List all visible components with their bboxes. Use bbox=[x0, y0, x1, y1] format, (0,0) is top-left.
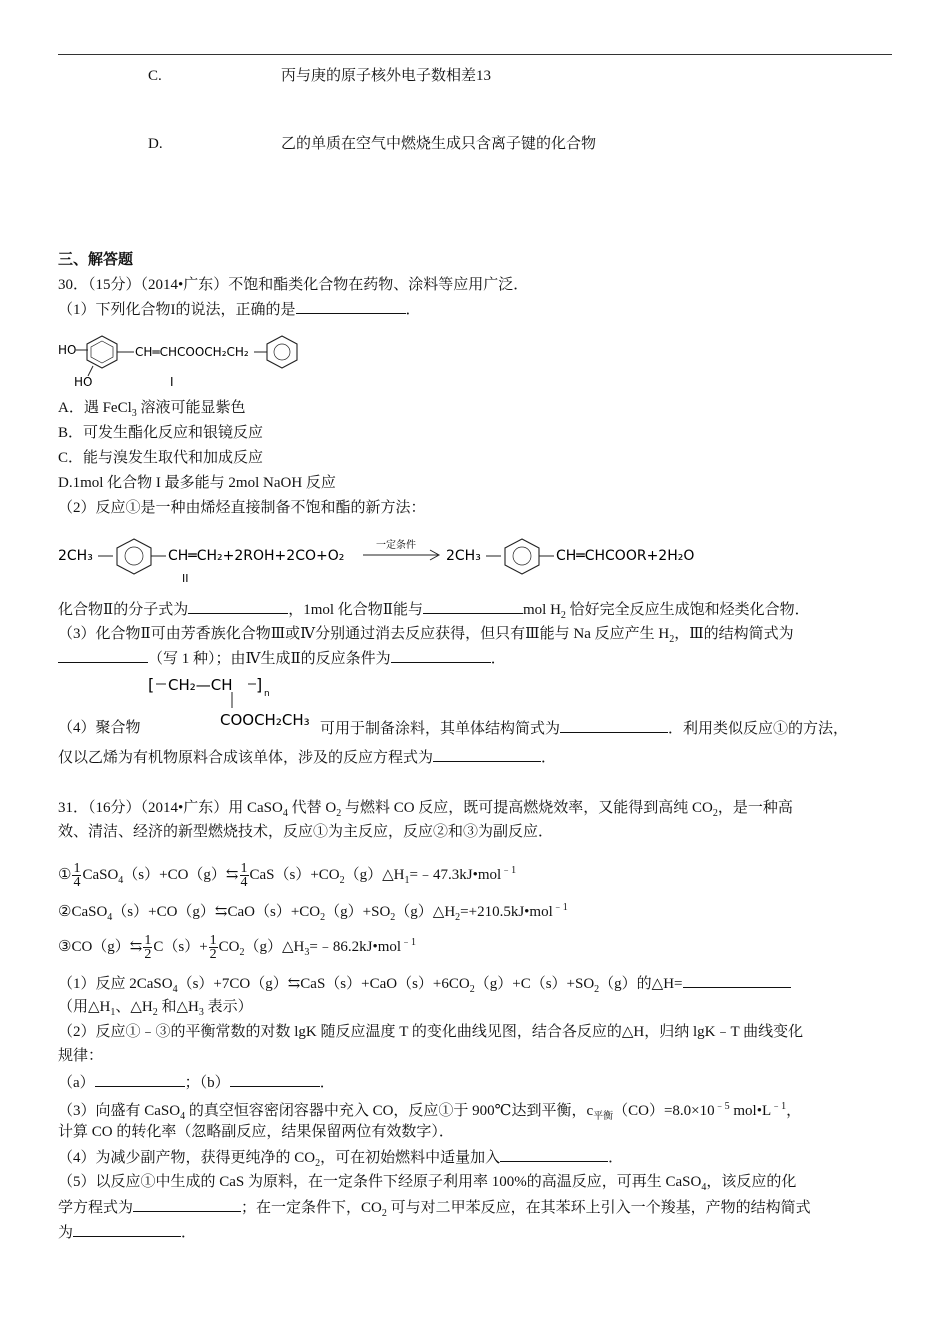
q31-part5: （5）以反应①中生成的 CaS 为原料，在一定条件下经原子利用率 100%的高温反应，可再生 CaSO$_4$，该反应的化 bbox=[58, 1174, 797, 1193]
q31-part2: （2）反应①﹣③的平衡常数的对数 lgK 随反应温度 T 的变化曲线见图，结合各反应的△H，归纳 lgK﹣T 曲线变化 bbox=[58, 1024, 804, 1040]
fraction: $\frac{1}{4}$ bbox=[73, 861, 81, 891]
reactant-prefix: 2CH₃ bbox=[58, 548, 93, 564]
answer-blank bbox=[73, 1222, 181, 1237]
answer-blank bbox=[433, 747, 541, 762]
q30-part1: （1）下列化合物I的说法，正确的是 ． bbox=[58, 299, 421, 320]
answer-blank bbox=[391, 648, 491, 663]
q30-part3b: （写 1 种）；由Ⅳ生成Ⅱ的反应条件为 ． bbox=[58, 648, 506, 669]
q31-part1: （1）反应 $2CaSO_4(s)+7CO(g)⇆CaS(s)+CaO(s)+6CO_2(g)+C(s)+SO_2(g)$的△H= bbox=[58, 973, 791, 1000]
answer-blank bbox=[95, 1072, 185, 1087]
q31-stem-b: 效、清洁、经济的新型燃烧技术，反应①为主反应，反应②和③为副反应． bbox=[58, 824, 554, 840]
ho-top: HO bbox=[58, 343, 77, 357]
compound-label: I bbox=[170, 375, 174, 389]
q30-part4-prefix: （4）聚合物 bbox=[58, 720, 141, 736]
choice-d: D.1mol 化合物 I 最多能与 2mol NaOH 反应 bbox=[58, 475, 336, 491]
answer-blank bbox=[188, 599, 288, 614]
product-text: CH═CHCOOR+2H₂O bbox=[556, 548, 695, 564]
q30-stem: 30．（15分）（2014•广东）不饱和酯类化合物在药物、涂料等应用广泛． bbox=[58, 277, 529, 293]
fraction: $\frac{1}{4}$ bbox=[240, 861, 248, 891]
reaction-condition: 一定条件 bbox=[376, 540, 416, 551]
answer-blank bbox=[296, 299, 406, 314]
chain-text: CH═CHCOOCH₂CH₂ bbox=[135, 345, 249, 359]
q31-part1b: （用$\triangle H_1$、$\triangle H_2$ 和$\triangle H_3$ 表示） bbox=[58, 999, 253, 1018]
answer-blank bbox=[500, 1147, 608, 1162]
q31-part4: （4）为减少副产物，获得更纯净的 $CO_2$，可在初始燃料中适量加入 ． bbox=[58, 1147, 623, 1174]
q30-part2: （2）反应①是一种由烯烃直接制备不饱和酯的新方法： bbox=[58, 500, 426, 516]
q31-part5c: 为 ． bbox=[58, 1222, 196, 1243]
fraction: $\frac{1}{2}$ bbox=[209, 933, 217, 963]
option-c-label: C. bbox=[148, 68, 162, 84]
q31-part2c: （a） ；（b） ． bbox=[58, 1072, 335, 1093]
answer-blank bbox=[58, 648, 148, 663]
q30-part2b: 化合物Ⅱ的分子式为 ，1mol 化合物Ⅱ能与 mol $H_2$ 恰好完全反应生成饱和烃类化合物． bbox=[58, 599, 810, 626]
reaction-1-scheme bbox=[58, 530, 798, 586]
answer-blank bbox=[683, 973, 791, 988]
top-rule bbox=[58, 54, 892, 55]
option-d-label: D. bbox=[148, 136, 163, 152]
equation-1: ① $\frac{1}{4}$ CaSO$_4$（s）+CO（g）⇆ $\frac{1}{4}$ $CaS(s)+CO_2(g)\triangle H_1=﹣47.3kJ•mol^{﹣1}$ bbox=[58, 861, 517, 891]
section-title: 三、解答题 bbox=[58, 252, 134, 268]
polymer-backbone: CH₂—CH bbox=[168, 676, 233, 694]
choice-a: A．遇 FeCl$_3$ 溶液可能显紫色 bbox=[58, 400, 246, 419]
answer-blank bbox=[133, 1197, 241, 1212]
reactant-text: CH═CH₂+2ROH+2CO+O₂ bbox=[168, 548, 345, 564]
choice-c: C．能与溴发生取代和加成反应 bbox=[58, 450, 264, 466]
q31-stem: 31．（16分）（2014•广东）用 CaSO$_4$ 代替 $O_2$ 与燃料 CO 反应，既可提高燃烧效率，又能得到高纯 $CO_2$，是一种高 bbox=[58, 800, 793, 819]
compound-i-structure bbox=[58, 326, 318, 392]
compound-ii-label: II bbox=[182, 572, 189, 585]
option-c-text: 丙与庚的原子核外电子数相差13 bbox=[281, 68, 492, 84]
q31-part3b: 计算 CO 的转化率（忽略副反应，结果保留两位有效数字）． bbox=[58, 1124, 454, 1140]
polymer-n: n bbox=[264, 689, 270, 699]
option-d-text: 乙的单质在空气中燃烧生成只含离子键的化合物 bbox=[281, 136, 597, 152]
polymer-side-chain: COOCH₂CH₃ bbox=[220, 711, 310, 729]
polymer-bracket-left: [ bbox=[148, 675, 155, 694]
q31-part3: （3）向盛有 CaSO$_4$ 的真空恒容密闭容器中充入 CO，反应①于 900℃达到平衡，$c_{平衡}(CO)=8.0\times 10^{﹣5}$ $mol•L^{﹣1}$， bbox=[58, 1101, 802, 1122]
equation-2: $②CaSO_4(s)+CO(g)⇆CaO(s)+CO_2(g)+SO_2(g)\triangle H_2=+210.5kJ•mol^{﹣1}$ bbox=[58, 902, 568, 923]
polymer-structure bbox=[148, 670, 328, 732]
choice-b: B．可发生酯化反应和银镜反应 bbox=[58, 425, 264, 441]
answer-blank bbox=[423, 599, 523, 614]
q30-part3: （3）化合物Ⅱ可由芳香族化合物Ⅲ或Ⅳ分别通过消去反应获得，但只有Ⅲ能与 Na 反应产生 $H_2$，Ⅲ的结构简式为 bbox=[58, 626, 794, 645]
equation-3: ③CO（g）⇆ $\frac{1}{2}$ C（s）+ $\frac{1}{2}$ $CO_2(g)\triangle H_3=﹣86.2kJ•mol^{﹣1}$ bbox=[58, 933, 417, 963]
q30-part4b: 仅以乙烯为有机物原料合成该单体，涉及的反应方程式为 ． bbox=[58, 747, 556, 768]
polymer-bracket-right: ] bbox=[256, 675, 263, 694]
product-prefix: 2CH₃ bbox=[446, 548, 481, 564]
q30-part4: 可用于制备涂料，其单体结构简式为 ．利用类似反应①的方法， bbox=[320, 718, 848, 739]
q31-part2b: 规律： bbox=[58, 1048, 104, 1064]
answer-blank bbox=[560, 718, 668, 733]
q31-part5b: 学方程式为 ；在一定条件下，$CO_2$ 可与对二甲苯反应，在其苯环上引入一个羧基，产物的结构简式 bbox=[58, 1197, 811, 1224]
ho-bottom: HO bbox=[74, 375, 93, 389]
fraction: $\frac{1}{2}$ bbox=[144, 933, 152, 963]
answer-blank bbox=[230, 1072, 320, 1087]
